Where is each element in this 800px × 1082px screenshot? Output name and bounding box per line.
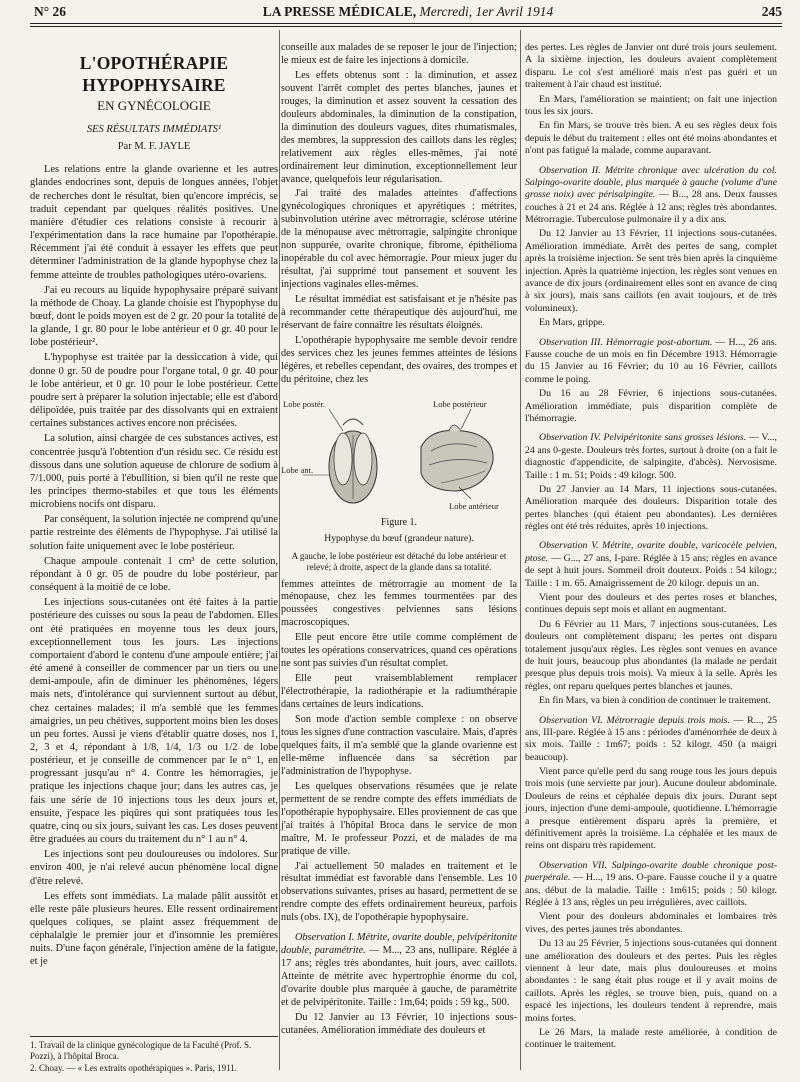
paragraph: Son mode d'action semble complexe : on observe tous les signes d'une contraction vasculaire. Mais, d'après quelques faits, il m'a semblé que la glande ovarienne est elle-même influencée dans sa sécrétion par l'administration de l'hypophyse. — [281, 714, 517, 777]
label-lobe-posterieur-left: Lobe postér. — [283, 398, 326, 409]
observation-heading: Observation III. Hémorragie post-abortum. — [539, 336, 713, 348]
observation-1 — [281, 932, 517, 1010]
paragraph: Vient pour des douleurs abdominales et lombaires très vives, des pertes jaunes très abondantes. — [525, 911, 777, 935]
paragraph: En Mars, grippe. — [539, 317, 605, 329]
paragraph: L'opothérapie hypophysaire me semble devoir rendre des services chez les jeunes femmes atteintes de lésions légères, et rebelles cependant, des ovaires, des trompes et du péritoine, chez les — [281, 334, 517, 385]
column-1 — [30, 42, 278, 971]
article-title: L'OPOTHÉRAPIE HYPOPHYSAIRE — [79, 53, 229, 96]
paragraph: Du 16 au 28 Février, 6 injections sous-cutanées. Amélioration immédiate, puis disparition complète de l'hémorragie. — [525, 388, 777, 424]
paragraph: Les quelques observations résumées que je relate permettent de se rendre compte des effets immédiats de l'opothérapie hypophysaire. Elles proviennent de cas que j'ai traités à l'hôpital Broca dans le service de mon maître, M. le professeur Pozzi, et de malades de ma pratique de ville. — [281, 780, 517, 857]
paragraph: des pertes. Les règles de Janvier ont duré trois jours seulement. A la sixième injection, les douleurs avaient complètement disparu. Le col s'est amélioré mais n'est pas guéri et un traitement à l'air chaud est institué. — [525, 42, 777, 91]
paragraph: J'ai actuellement 50 malades en traitement et le résultat immédiat est favorable dans l'ensemble. Les 10 observations suivantes, prises au hasard, permettent de se rendre compte des effets ordinairement heureux, parfois nuls (obs. IX), de l'opothérapie hypophysaire. — [281, 860, 517, 924]
observation-body: — H..., 26 ans. Fausse couche de un mois en fin Décembre 1913. Hémorragie du 15 Janvier au 16 Février; du 10 au 16 Février, caillots comme le poing. — [525, 336, 778, 385]
observation-heading: Observation VI. Métrorragie depuis trois mois. — [539, 714, 730, 726]
paragraph: Vient parce qu'elle perd du sang rouge tous les jours depuis trois mois (une serviette par jour). Aucune douleur abdominale. Douleurs de reins et céphalée depuis dix jours. Durant sept jours, injection d'une demi-ampoule, quotidienne. L'hémorragie a presque entièrement disparu après la première, et définitivement après la troisième. La céphalée et les maux de reins ont disparu très rapidement. — [525, 766, 777, 852]
paragraph: Les injections sous-cutanées ont été faites à la partie postérieure des cuisses ou sous la peau de l'abdomen. Elles ont été pratiquées en moyenne tous les deux jours, exceptionnellement tous les jours. Les injections comportaient d'abord le contenu d'une ampoule entière; j'ai été amené à conseiller de commencer par un tiers ou une demi-ampoule, afin de diminuer les phénomènes, légers mais nets, d'intolérance qui surviennent surtout au début, chez certaines malades; il m'a semblé que les femmes amaigries, un peu chétives, supportent moins bien les doses un peu fortes. Aussi je viens d'établir quatre doses, nos 1, 2, 3 et 4, répondant à 1/8, 1/4, 1/3 ou 1/2 de lobe postérieur, et je conseille de commencer par le n° 1, en progressant jusqu'au n° 4. Contre les hémorragies, je pratique les injections chaque jour; dans les autres cas, je fais une série de 10 injections tous les deux jours et, ensuite, j'espace les piqûres qui sont pratiquées tous les quatre, cinq ou six jours, suivant les cas. Les doses peuvent être graduées au cours du traitement du n° 1 au n° 4. — [30, 597, 278, 846]
header-rule — [30, 23, 782, 24]
figure-caption-2: A gauche, le lobe postérieur est détaché du lobe antérieur et relevé; à droite, aspect de la glande dans sa totalité. — [291, 550, 507, 572]
paragraph: Les effets sont immédiats. La malade pâlit aussitôt et elle reste pâle plusieurs heures. Elle ressent ordinairement quelques coliques, se plaint assez fréquemment de céphalalgie le premier jour et d'insomnie les premières nuits. D'une façon générale, l'injection amène de la fatigue, et je — [30, 890, 278, 968]
header-rule-2 — [30, 26, 782, 27]
paragraph: Par conséquent, la solution injectée ne comprend qu'une partie restreinte des éléments de l'hypophyse. J'ai utilisé la solution faite uniquement avec le lobe postérieur. — [30, 514, 278, 552]
paragraph: En Mars, l'amélioration se maintient; on fait une injection tous les six jours. — [525, 93, 777, 117]
paragraph: J'ai eu recours au liquide hypophysaire préparé suivant la méthode de Choay. La glande choisie est l'hypophyse du bœuf, dont le poids moyen est de 2 gr. 20 pour la totalité de la glande, 1 gr. 80 pour le lobe antérieur et 0 gr. 40 pour le lobe postérieur². — [30, 284, 278, 349]
column-2 — [281, 42, 517, 1040]
journal-name: LA PRESSE MÉDICALE, — [262, 4, 417, 19]
footnote: 1. Travail de la clinique gynécologique de la Faculté (Prof. S. Pozzi), à l'hôpital Broca. — [30, 1040, 252, 1062]
paragraph: Elle peut vraisemblablement remplacer l'électrothérapie, la radiothérapie et la radiumthérapie dans certaines de leurs indications. — [281, 673, 517, 711]
observation-body: — M..., 23 ans, nullipare. Réglée à 17 ans; règles très abondantes, huit jours, avec caillots. Atteinte de métrite avec hypertrophie énorme du col, d'ovarite double plus marquée à gauche, de paramétrite et de pelvipéritonite. Taille : 1m,64; poids : 59 kg., 500. — [281, 945, 518, 1009]
paragraph: Du 13 au 25 Février, 5 injections sous-cutanées qui donnent une amélioration des douleurs et des pertes. Puis les règles viennent à leur date, mais plus douloureuses et moins abondantes : le sang était plus rouge et il y avait moins de caillots. Après les règles, se trouve bien, puis, quand on a espacé les injections, les douleurs tendent à reprendre, mais moins fortes. — [525, 938, 777, 1024]
paragraph: L'hypophyse est traitée par la dessiccation à vide, qui donne 0 gr. 50 de poudre pour l'organe total, 0 gr. 40 pour le lobe antérieur, et 0 gr. 10 pour le lobe postérieur. Cette poudre sert à préparer la solution injectable; elle est d'abord délipoïdée, puis traitée par des dissolvants qui en extraient certaines substances actives encore non précisées. — [30, 352, 278, 430]
observation-2 — [525, 165, 777, 227]
observation-body: — H..., 19 ans. O-pare. Fausse couche il y a quatre ans, début de la maladie. Taille : 1m615; poids : 50 kilogr. Réglée à 13 ans, règles un peu irrégulières, avec caillots. — [525, 872, 777, 908]
page-number: 245 — [761, 4, 782, 19]
observation-body: — G..., 27 ans, I-pare. Réglée à 15 ans; règles en avance de sept à huit jours. Sommeil droit douteux. Poids : 54 kilogr.; Taille : 1 m. 65. Amaigrissement de 20 kilogr. depuis un an. — [525, 552, 777, 589]
label-lobe-posterieur-right: Lobe postérieur — [433, 398, 487, 409]
observation-body: — V..., 24 ans 0-geste. Douleurs très fortes, surtout à droite (on a fait le diagnostic d'appendicite, de salpingite, d'abcès). Nervosisme. Taille : 1 m. 51; Poids : 49 kilogr. 500. — [525, 432, 777, 481]
paragraph: conseille aux malades de se reposer le jour de l'injection; le mieux est de faire les injections à domicile. — [281, 42, 517, 66]
observation-3 — [525, 337, 777, 387]
observation-body: — B..., 28 ans. Deux fausses couches à 21 et 24 ans. Réglée à 12 ans; règles très abondantes. Métrorragie. Tuberculose pulmonaire il y a dix ans. — [525, 189, 778, 226]
column-3 — [525, 42, 777, 1054]
paragraph: Les injections sont peu douloureuses ou indolores. Sur environ 400, je n'ai relevé aucun phénomène local digne d'être relevé. — [30, 849, 278, 887]
footnotes — [30, 1036, 278, 1074]
paragraph: Chaque ampoule contenait 1 cm³ de cette solution, répondant à 0 gr. 05 de poudre du lobe postérieur, par conséquent à la moitié de ce lobe. — [30, 555, 278, 594]
observation-4 — [525, 432, 777, 482]
paragraph: Du 27 Janvier au 14 Mars, 11 injections sous-cutanées. Amélioration marquée des douleurs. Disparition totale des pertes blanches (qui étaient peu abondantes). Les dernières règles ont été très réduites, après 10 injections. — [525, 483, 777, 533]
paragraph: Du 12 Janvier au 13 Février, 10 injections sous-cutanées. Amélioration immédiate des douleurs et — [281, 1012, 517, 1036]
observation-5 — [525, 540, 777, 590]
label-lobe-anterieur: Lobe antérieur — [449, 500, 499, 511]
paragraph: En fin Mars, va bien à condition de continuer le traitement. — [539, 695, 771, 707]
issue-number: N° 26 — [34, 4, 67, 19]
paragraph: femmes atteintes de métrorragie au moment de la ménopause, chez les femmes tourmentées par des poussées congestives pelviennes sans lésions macroscopiques. — [281, 578, 517, 629]
paragraph: Du 6 Février au 11 Mars, 7 injections sous-cutanées. Les douleurs ont complètement disparu; les pertes ont disparu totalement jusqu'aux règles. Les règles sont venues en avance de huit jours, beaucoup plus abondantes (la malade ne perdait presque plus depuis trois mois). Va mieux à la selle. Après les règles, ont reparu quelques pertes blanches et jaunes. — [525, 618, 777, 692]
paragraph: Le 26 Mars, la malade reste améliorée, à condition de continuer le traitement. — [525, 1026, 777, 1051]
journal-title — [34, 4, 782, 20]
paragraph: Les relations entre la glande ovarienne et les autres glandes endocrines sont, depuis de longues années, l'objet de recherches dont le résultat, bien qu'encore imprécis, se traduit cependant par quelques réalités positives. Une manière d'étudier ces relations consiste à recourir à l'expérimentation dans la race humaine par l'opothérapie. Récemment j'ai été conduit à essayer les effets que peut déterminer l'administration de la glande hypophyse chez la femme atteinte de troubles pathologiques utéro-ovariens. — [30, 164, 278, 281]
article-subtitle: EN GYNÉCOLOGIE — [97, 98, 211, 114]
observation-heading: Observation IV. Pelvipéritonite sans grosses lésions. — [539, 432, 747, 444]
paragraph: Les effets obtenus sont : la diminution, et assez souvent l'arrêt complet des pertes blanches, jaunes et rouges, la diminution et assez souvent la cessation des douleurs abdominales, la diminution de la constipation, la diminution des douleurs vagues, dites rhumatismales, des membres, la suppression des caillots dans les règles; relativement aux règles elles-mêmes, j'ai noté ordinairement leur diminution, exceptionnellement leur avance, quelquefois leur régularisation. — [281, 69, 517, 185]
column-divider-2 — [520, 30, 521, 1070]
page-header — [34, 4, 782, 20]
paragraph: Le résultat immédiat est satisfaisant et je n'hésite pas à recommander cette thérapeutique dès aujourd'hui, me réservant de faire connaître les résultats éloignés. — [281, 294, 517, 332]
paragraph: La solution, ainsi chargée de ces substances actives, est concentrée jusqu'à l'obtention d'un résidu sec. Ce résidu est dissous dans une solution aqueuse de chlorure de sodium à 7/1.000, puis porté à l'ébullition, si bien qu'il ne reste que les principes thermo-stabiles et que tous les éléments microbiens nocifs ont disparu. — [30, 433, 278, 511]
column-divider-1 — [279, 30, 280, 1070]
paragraph: Elle peut encore être utile comme complément de toutes les opérations conservatrices, quand ces opérations ne sont pas suivies d'un résultat complet. — [281, 632, 517, 670]
paragraph: Du 12 Janvier au 13 Février, 11 injections sous-cutanées. Amélioration immédiate. Arrêt des pertes de sang, complet après la troisième injection. Se sent très bien après la cinquième injection. Après la quatrième injection, les règles sont venues en avance de dix jours (ordinairement elles sont en avance de cinq à six jours), mais sans caillots (en avait toujours, et de très volumineux). — [525, 228, 777, 314]
label-lobe-ant: Lobe ant. — [281, 464, 314, 475]
observation-6 — [525, 715, 777, 765]
figure-caption-1: Hypophyse du bœuf (grandeur nature). — [324, 533, 474, 545]
observation-heading: Observation I. Métrite, ovarite double, pelvipéritonite double, paramétrite. — [281, 932, 517, 957]
figure-title: Figure 1. — [380, 516, 418, 528]
observation-heading: Observation V. Métrite, ovarite double, varicocèle pelvien, ptose. — [525, 540, 777, 564]
observation-body: — R..., 25 ans, III-pare. Réglée à 15 ans : périodes d'aménorrhée de deux à six mois. Taille : 1m67; poids : 52 kilogr. 450 (a maigri beaucoup). — [525, 714, 777, 763]
article-subsubtitle: SES RÉSULTATS IMMÉDIATS¹ — [86, 123, 222, 135]
observation-heading: Observation VII. Salpingo-ovarite double chronique post-puerpérale. — [525, 859, 777, 884]
article-author: Par M. F. JAYLE — [117, 140, 191, 152]
paragraph: En fin Mars, se trouve très bien. A eu ses règles deux fois depuis le début du traitement : elles ont été moins abondantes et n'ont pas fatigué la malade, comme auparavant. — [525, 120, 777, 157]
paragraph: Vient pour des douleurs et des pertes roses et blanches, continues depuis sept mois et allant en augmentant. — [525, 592, 777, 616]
observation-7 — [525, 860, 777, 910]
hypophyse-illustration — [281, 395, 517, 515]
paragraph: J'ai traité des malades atteintes d'affections gynécologiques chroniques et apyrétiques : métrites, subinvolution utérine avec métrorragie, sclérose utérine de la ménopause avec métrorragie, salpingite chronique non suppurée, ovarite chronique, fibrome, épithélioma inopérable du col avec hémorragie. Pour mieux juger du résultat, j'ai supprimé tout pansement et souvent les injections vaginales elles-mêmes. — [281, 188, 517, 291]
observation-heading: Observation II. Métrite chronique avec ulcération du col. Salpingo-ovarite double, plus marquée à gauche (volume d'une grosse noix) avec périsalpingite. — [525, 164, 777, 201]
issue-date: Mercredi, 1er Avril 1914 — [419, 4, 554, 19]
footnote: 2. Choay. — « Les extraits opothérapiques ». Paris, 1911. — [30, 1062, 238, 1073]
figure-1 — [281, 395, 517, 530]
